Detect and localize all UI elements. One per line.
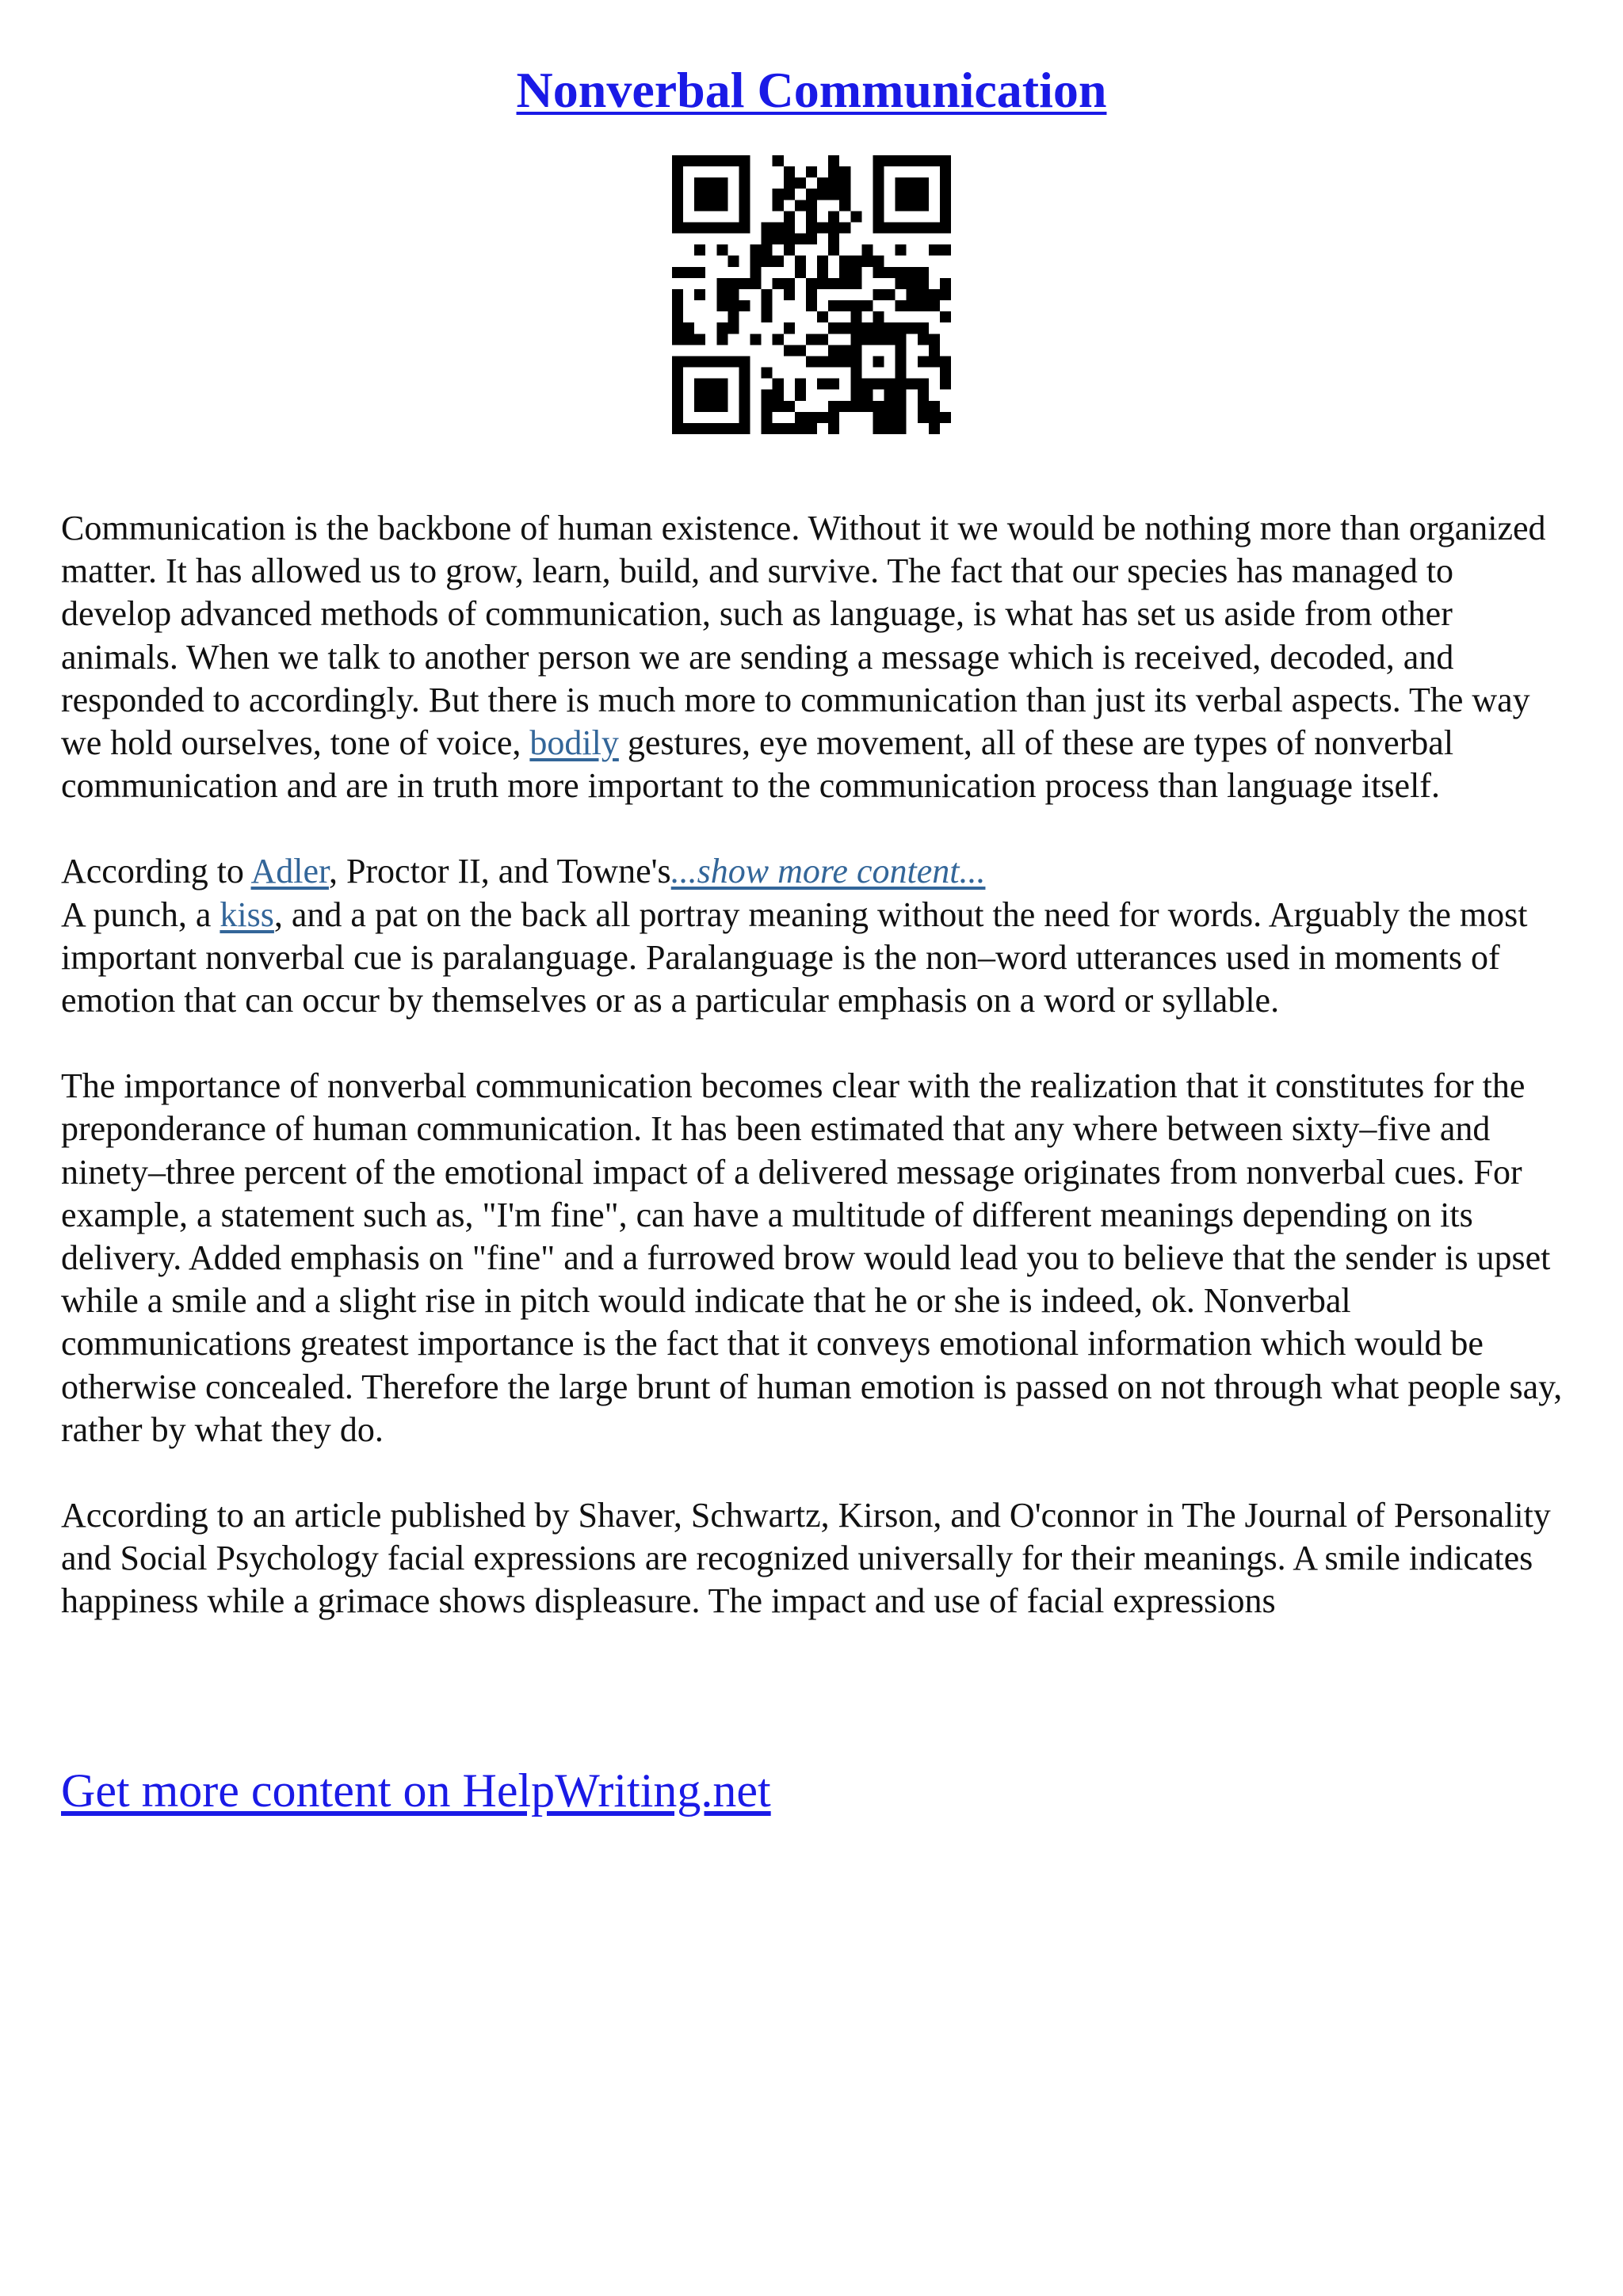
qr-code-icon — [672, 155, 951, 434]
paragraph-3-text-b: , and a pat on the back all portray meaning without the need for words. Arguably the most important nonverbal cue is paralanguage. Paralanguage is the non–word utterances used in moments of emotion that can occur by themselves or as a particular emphasis on a word or syllable. — [61, 894, 1528, 1020]
link-bodily[interactable]: bodily — [529, 723, 619, 763]
footer — [61, 1763, 771, 1818]
article-body — [61, 507, 1567, 1623]
link-kiss[interactable]: kiss — [220, 894, 274, 934]
paragraph-1 — [61, 507, 1567, 807]
paragraph-4: The importance of nonverbal communication becomes clear with the realization that it constitutes for the preponderance of human communication. It has been estimated that any where between sixty–five and ninety–three percent of the emotional impact of a delivered message originates from nonverbal cues. For example, a statement such as, "I'm fine", can have a multitude of different meanings depending on its delivery. Added emphasis on "fine" and a furrowed brow would lead you to believe that the sender is upset while a smile and a slight rise in pitch would indicate that he or she is indeed, ok. Nonverbal communications greatest importance is the fact that it conveys emotional information which would be otherwise concealed. Therefore the large brunt of human emotion is passed on not through what people say, rather by what they do. — [61, 1066, 1563, 1449]
paragraph-3 — [61, 894, 1567, 1023]
paragraph-1-text-b: gestures, eye movement, all of these are types of nonverbal communication and are in truth more important to the communication process than language itself. — [61, 723, 1454, 806]
link-adler[interactable]: Adler — [250, 852, 329, 891]
page-title — [0, 59, 1623, 122]
paragraph-5: According to an article published by Shaver, Schwartz, Kirson, and O'connor in The Journal of Personality and Social Psychology facial expressions are recognized universally for their meanings. A smile indicates happiness while a grimace shows displeasure. The impact and use of facial expressions — [61, 1496, 1551, 1621]
paragraph-2 — [61, 850, 1567, 893]
helpwriting-link[interactable]: Get more content on HelpWriting.net — [61, 1764, 771, 1817]
show-more-link[interactable]: ...show more content... — [670, 852, 986, 891]
paragraph-3-text-a: A punch, a — [61, 894, 220, 934]
paragraph-2-text-a: According to — [61, 852, 251, 891]
title-link[interactable]: Nonverbal Communication — [516, 62, 1107, 118]
paragraph-2-text-b: , Proctor II, and Towne's — [328, 852, 671, 891]
paragraph-1-text-a: Communication is the backbone of human existence. Without it we would be nothing more than organized matter. It has allowed us to grow, learn, build, and survive. The fact that our species has managed to develop advanced methods of communication, such as language, is what has set us aside from other animals. When we talk to another person we are sending a message which is received, decoded, and responded to accordingly. But there is much more to communication than just its verbal aspects. The way we hold ourselves, tone of voice, — [61, 509, 1546, 763]
